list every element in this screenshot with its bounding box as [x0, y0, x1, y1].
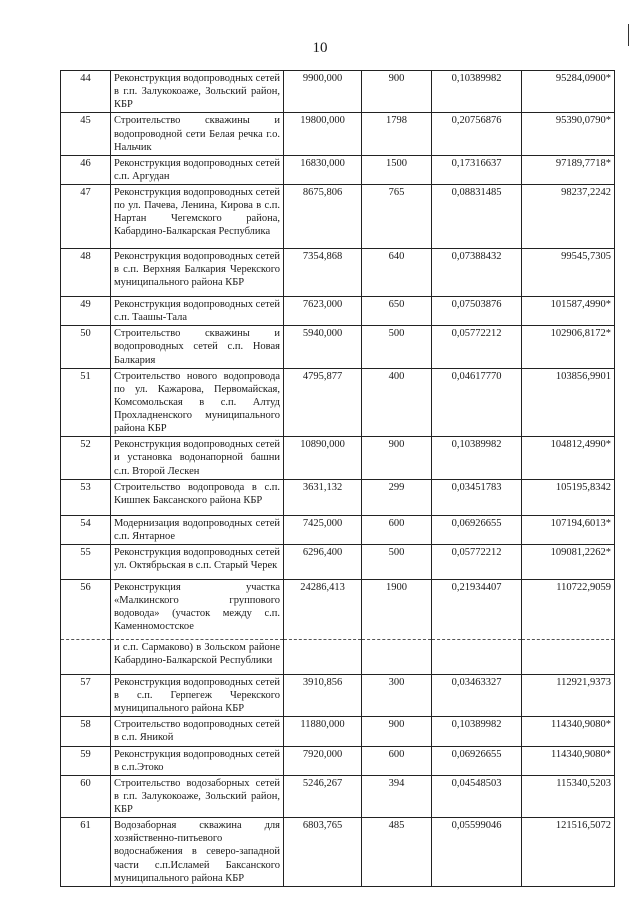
cell-sum: 4795,877 [284, 368, 362, 437]
cell-num: 44 [61, 71, 111, 113]
cell-qty: 500 [362, 326, 432, 368]
cell-total: 107194,6013* [522, 515, 615, 544]
cell-name: и с.п. Сармаково) в Зольском районе Кабардино-Балкарской Республики [111, 639, 284, 674]
cell-coef: 0,06926655 [432, 515, 522, 544]
cell-sum: 16830,000 [284, 155, 362, 184]
cell-qty: 1798 [362, 113, 432, 155]
cell-name: Реконструкция участка «Малкинского группового водовода» (участок между с.п. Каменномостское [111, 579, 284, 639]
table-row [61, 579, 615, 639]
table-row [61, 155, 615, 184]
cell-coef: 0,10389982 [432, 717, 522, 746]
cell-qty: 1900 [362, 579, 432, 639]
cell-total: 105195,8342 [522, 479, 615, 515]
cell-name: Реконструкция водопроводных сетей в с.п. Герпегеж Черекского муниципального района КБР [111, 674, 284, 716]
cell-name: Реконструкция водопроводных сетей в г.п. Залукокоаже, Зольский район, КБР [111, 71, 284, 113]
cell-total: 114340,9080* [522, 746, 615, 775]
cell-coef: 0,06926655 [432, 746, 522, 775]
cell-num: 53 [61, 479, 111, 515]
cell-sum: 6296,400 [284, 544, 362, 579]
cell-name: Водозаборная скважина для хозяйственно-питьевого водоснабжения в северо-западной части с.п.Исламей Баксанского муниципального района КБР [111, 818, 284, 887]
cell-num: 59 [61, 746, 111, 775]
cell-num [61, 639, 111, 674]
table-row [61, 249, 615, 297]
cell-num: 48 [61, 249, 111, 297]
cell-name: Строительство скважины и водопроводной сети Белая речка г.о. Нальчик [111, 113, 284, 155]
table-row [61, 544, 615, 579]
cell-name: Строительство водозаборных сетей в г.п. Залукокоаже, Зольский район, КБР [111, 775, 284, 817]
cell-qty: 900 [362, 71, 432, 113]
cell-qty: 299 [362, 479, 432, 515]
cell-sum: 3910,856 [284, 674, 362, 716]
cell-num: 61 [61, 818, 111, 887]
cell-sum: 8675,806 [284, 185, 362, 249]
cell-total: 103856,9901 [522, 368, 615, 437]
cell-coef: 0,05772212 [432, 544, 522, 579]
cell-sum: 7425,000 [284, 515, 362, 544]
cell-sum: 10890,000 [284, 437, 362, 479]
cell-name: Строительство нового водопровода по ул. Кажарова, Первомайская, Комсомольская в с.п. Алтуд Прохладненского муниципального района КБР [111, 368, 284, 437]
cell-total: 110722,9059 [522, 579, 615, 639]
cell-coef: 0,10389982 [432, 437, 522, 479]
table-row [61, 746, 615, 775]
cell-coef: 0,04617770 [432, 368, 522, 437]
cell-num: 56 [61, 579, 111, 639]
table-row [61, 717, 615, 746]
cell-sum: 7920,000 [284, 746, 362, 775]
cell-coef: 0,03463327 [432, 674, 522, 716]
cell-qty: 650 [362, 297, 432, 326]
cell-qty: 500 [362, 544, 432, 579]
cell-qty: 900 [362, 437, 432, 479]
table-row [61, 639, 615, 674]
cell-name: Строительство водопроводных сетей в с.п. Яникой [111, 717, 284, 746]
cell-qty: 900 [362, 717, 432, 746]
cell-total: 115340,5203 [522, 775, 615, 817]
cell-coef: 0,03451783 [432, 479, 522, 515]
cell-num: 51 [61, 368, 111, 437]
cell-name: Строительство скважины и водопроводных сетей с.п. Новая Балкария [111, 326, 284, 368]
cell-sum [284, 639, 362, 674]
cell-coef: 0,10389982 [432, 71, 522, 113]
cell-total: 97189,7718* [522, 155, 615, 184]
cell-total: 109081,2262* [522, 544, 615, 579]
cell-sum: 19800,000 [284, 113, 362, 155]
cell-name: Строительство водопровода в с.п. Кишпек Баксанского района КБР [111, 479, 284, 515]
cell-qty: 600 [362, 515, 432, 544]
cell-total: 102906,8172* [522, 326, 615, 368]
table-row [61, 368, 615, 437]
cell-sum: 5246,267 [284, 775, 362, 817]
cell-num: 54 [61, 515, 111, 544]
cell-coef: 0,04548503 [432, 775, 522, 817]
cell-num: 50 [61, 326, 111, 368]
cell-num: 47 [61, 185, 111, 249]
cell-qty: 765 [362, 185, 432, 249]
cell-name: Реконструкция водопроводных сетей и установка водонапорной башни с.п. Второй Лескен [111, 437, 284, 479]
page-number: 10 [312, 40, 328, 56]
table-row [61, 326, 615, 368]
table-row [61, 113, 615, 155]
cell-qty: 600 [362, 746, 432, 775]
cell-qty: 1500 [362, 155, 432, 184]
cell-name: Модернизация водопроводных сетей с.п. Янтарное [111, 515, 284, 544]
cell-coef: 0,21934407 [432, 579, 522, 639]
cell-total: 95390,0790* [522, 113, 615, 155]
cell-qty: 400 [362, 368, 432, 437]
table-row [61, 775, 615, 817]
cell-name: Реконструкция водопроводных сетей по ул. Пачева, Ленина, Кирова в с.п. Нартан Чегемского района, Кабардино-Балкарская Республика [111, 185, 284, 249]
cell-coef [432, 639, 522, 674]
cell-coef: 0,05772212 [432, 326, 522, 368]
cell-sum: 5940,000 [284, 326, 362, 368]
cell-num: 58 [61, 717, 111, 746]
projects-table [60, 70, 615, 887]
cell-name: Реконструкция водопроводных сетей ул. Октябрьская в с.п. Старый Черек [111, 544, 284, 579]
cell-total: 98237,2242 [522, 185, 615, 249]
table-row [61, 437, 615, 479]
cell-name: Реконструкция водопроводных сетей с.п. Таашы-Тала [111, 297, 284, 326]
table-row [61, 479, 615, 515]
cell-coef: 0,17316637 [432, 155, 522, 184]
margin-mark [628, 24, 629, 46]
cell-total: 104812,4990* [522, 437, 615, 479]
table-row [61, 185, 615, 249]
table-row [61, 674, 615, 716]
cell-total: 101587,4990* [522, 297, 615, 326]
cell-name: Реконструкция водопроводных сетей в с.п. Верхняя Балкария Черекского муниципального района КБР [111, 249, 284, 297]
cell-num: 46 [61, 155, 111, 184]
cell-name: Реконструкция водопроводных сетей с.п. Аргудан [111, 155, 284, 184]
cell-qty: 640 [362, 249, 432, 297]
cell-name: Реконструкция водопроводных сетей в с.п.Этоко [111, 746, 284, 775]
cell-sum: 3631,132 [284, 479, 362, 515]
cell-num: 49 [61, 297, 111, 326]
cell-num: 60 [61, 775, 111, 817]
table-row [61, 71, 615, 113]
cell-num: 52 [61, 437, 111, 479]
table-row [61, 515, 615, 544]
cell-total: 99545,7305 [522, 249, 615, 297]
cell-sum: 7354,868 [284, 249, 362, 297]
cell-sum: 7623,000 [284, 297, 362, 326]
cell-sum: 9900,000 [284, 71, 362, 113]
cell-sum: 24286,413 [284, 579, 362, 639]
cell-coef: 0,05599046 [432, 818, 522, 887]
cell-qty: 394 [362, 775, 432, 817]
cell-num: 55 [61, 544, 111, 579]
cell-sum: 6803,765 [284, 818, 362, 887]
cell-total: 112921,9373 [522, 674, 615, 716]
cell-total [522, 639, 615, 674]
cell-coef: 0,07388432 [432, 249, 522, 297]
cell-coef: 0,08831485 [432, 185, 522, 249]
table-row [61, 297, 615, 326]
table-body [61, 71, 615, 887]
cell-num: 57 [61, 674, 111, 716]
cell-qty: 485 [362, 818, 432, 887]
cell-sum: 11880,000 [284, 717, 362, 746]
cell-total: 121516,5072 [522, 818, 615, 887]
cell-num: 45 [61, 113, 111, 155]
cell-qty [362, 639, 432, 674]
cell-qty: 300 [362, 674, 432, 716]
cell-coef: 0,07503876 [432, 297, 522, 326]
cell-coef: 0,20756876 [432, 113, 522, 155]
table-row [61, 818, 615, 887]
cell-total: 114340,9080* [522, 717, 615, 746]
cell-total: 95284,0900* [522, 71, 615, 113]
